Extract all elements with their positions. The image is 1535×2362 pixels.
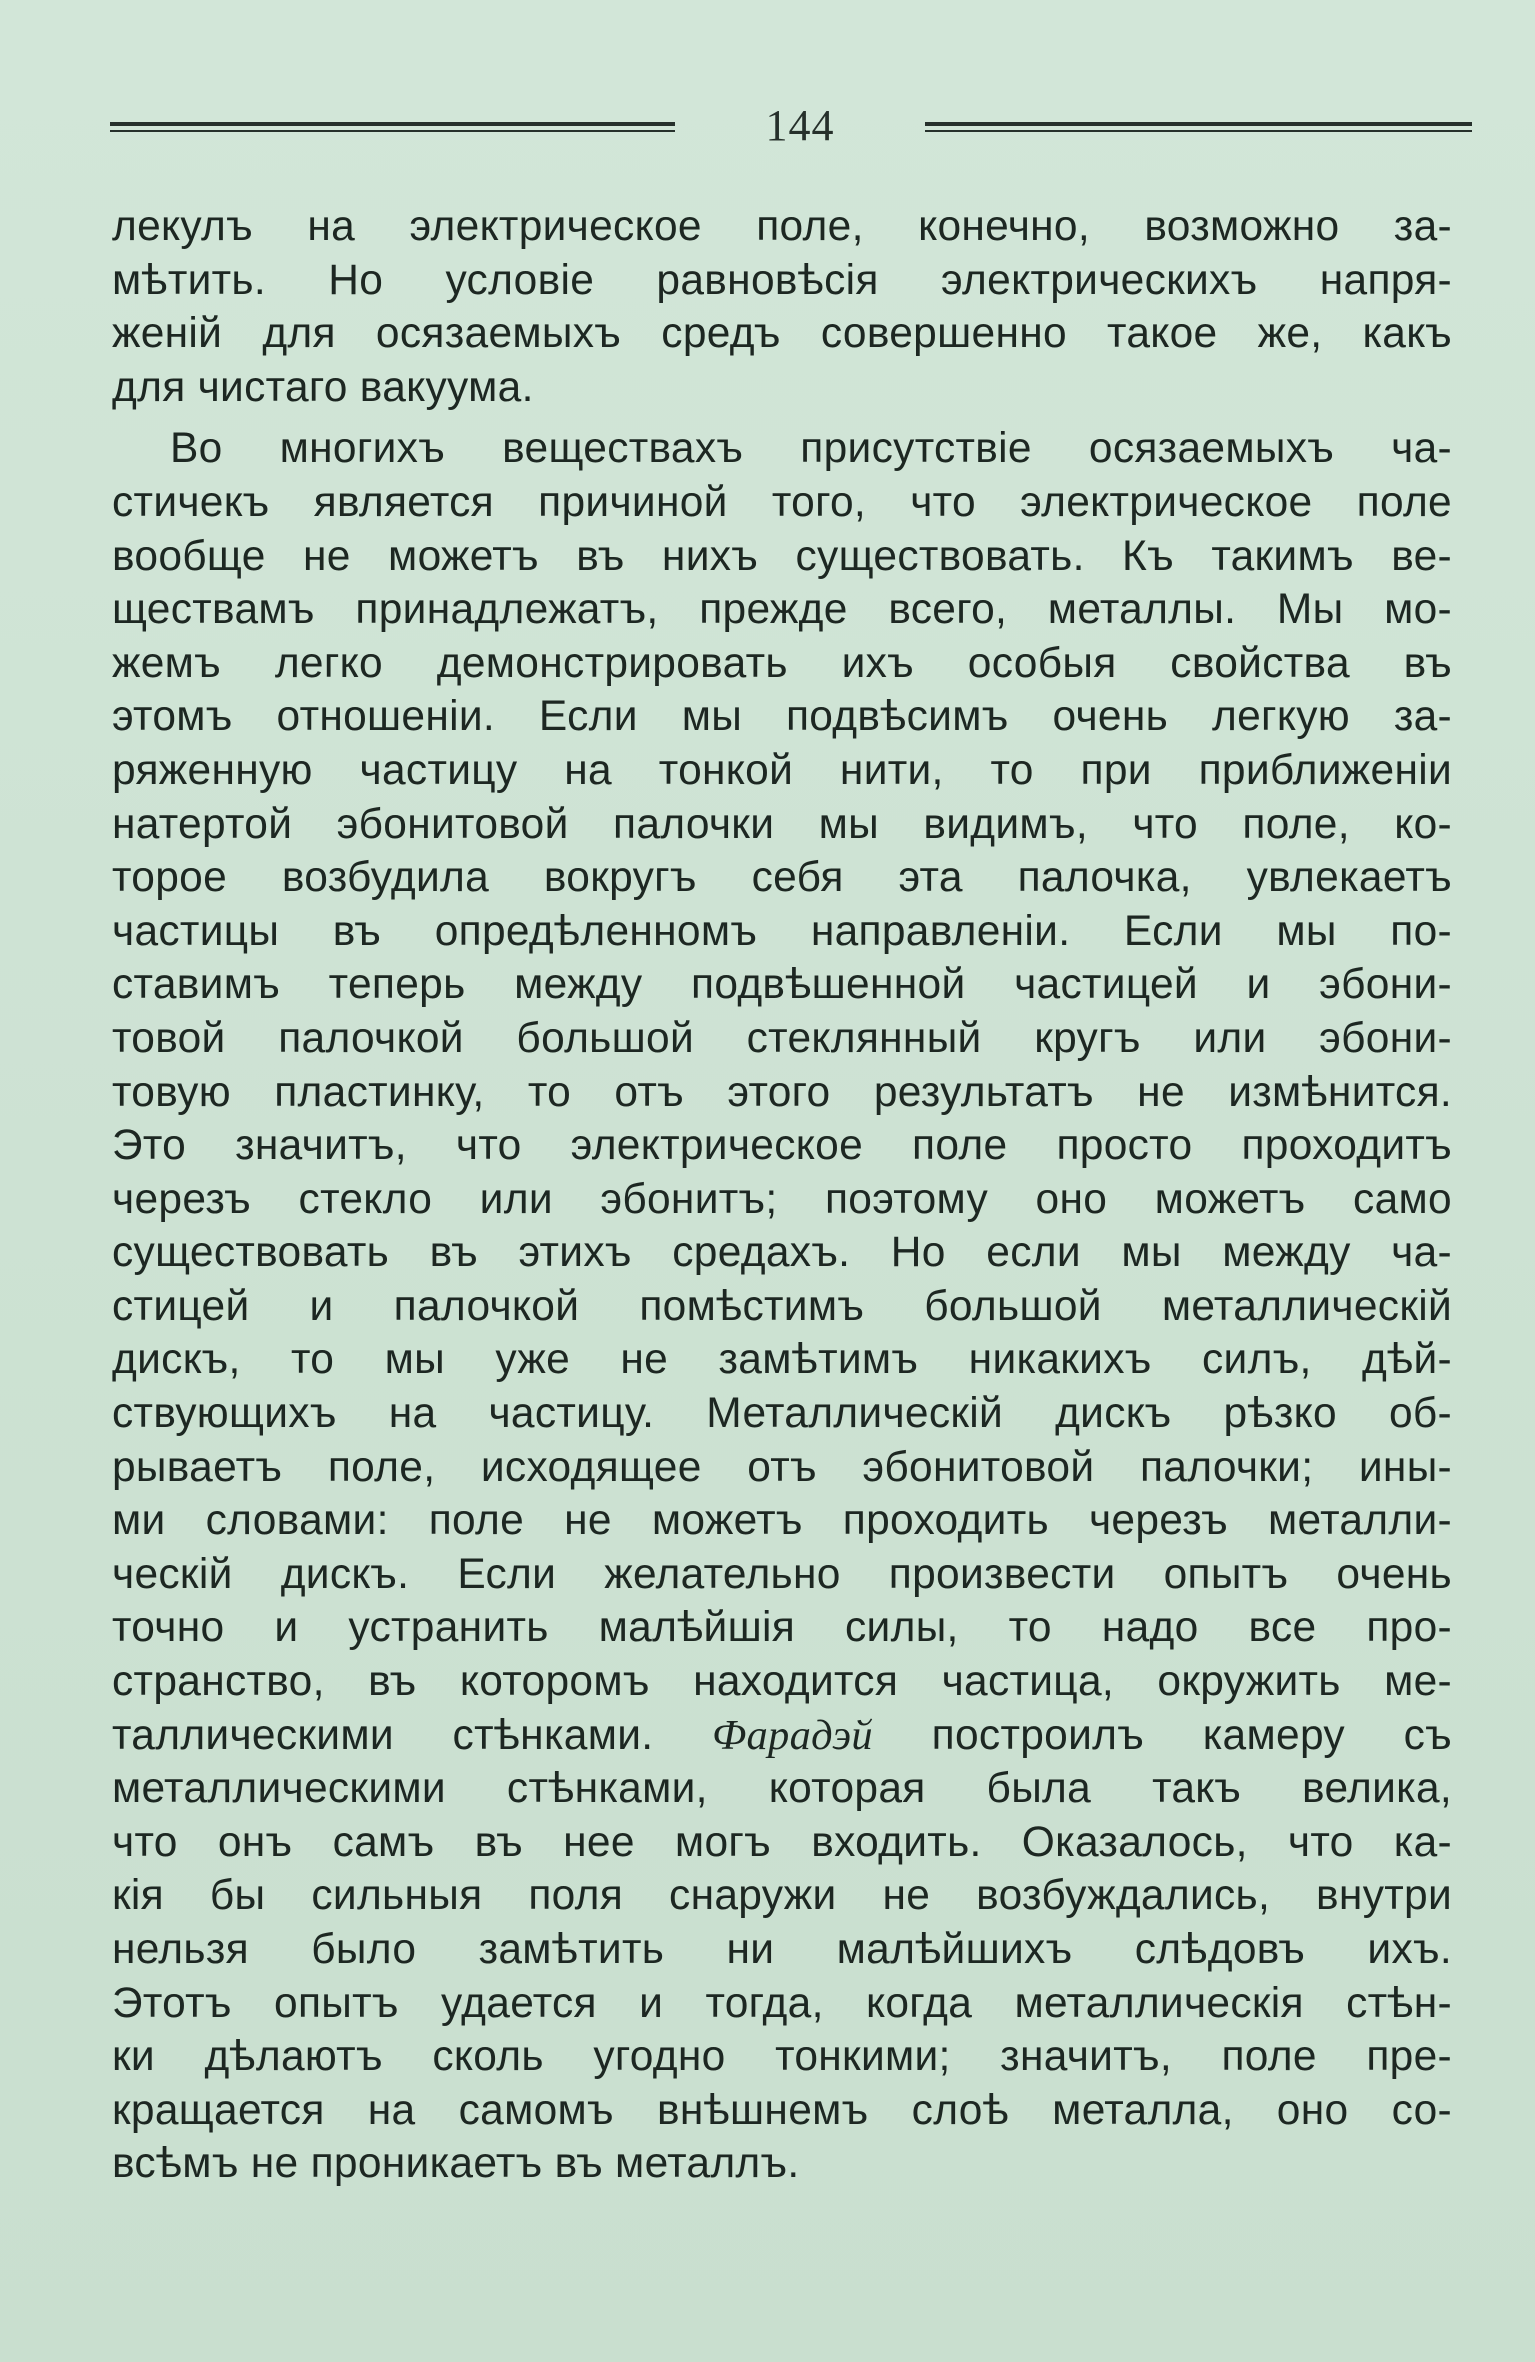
text-line: этомъ отношеніи. Если мы подвѣсимъ очень легкую за- [112,693,1452,741]
text-line: кращается на самомъ внѣшнемъ слоѣ металла, оно со- [112,2086,1452,2134]
text-fragment: построилъ камеру съ [931,1711,1452,1759]
text-line: нельзя было замѣтить ни малѣйшихъ слѣдовъ ихъ. [112,1926,1452,1973]
text-line: для чистаго вакуума. [112,363,534,411]
text-line: черезъ стекло или эбонитъ; поэтому оно можетъ само [112,1175,1452,1223]
text-line: ми словами: поле не можетъ проходить черезъ металли- [112,1497,1452,1545]
italic-name-faraday: Фарадэй [712,1711,873,1759]
text-line: натертой эбонитовой палочки мы видимъ, что поле, ко- [112,800,1452,848]
text-line: существовать въ этихъ средахъ. Но если мы между ча- [112,1229,1452,1277]
text-line: лекулъ на электрическое поле, конечно, возможно за- [112,203,1452,250]
text-line: ряженную частицу на тонкой нити, то при приближеніи [112,746,1452,794]
header-rule-left [110,122,675,133]
text-line: ществамъ принадлежатъ, прежде всего, металлы. Мы мо- [112,586,1452,634]
text-line: ческій дискъ. Если желательно произвести опытъ очень [112,1550,1452,1598]
text-line: женій для осязаемыхъ средъ совершенно такое же, какъ [112,310,1452,358]
text-line: странство, въ которомъ находится частица, окружить ме- [112,1658,1452,1706]
text-line: торое возбудила вокругъ себя эта палочка, увлекаетъ [112,854,1452,902]
text-line: дискъ, то мы уже не замѣтимъ никакихъ силъ, дѣй- [112,1336,1452,1384]
header-rule-right [925,122,1472,133]
text-line: мѣтить. Но условіе равновѣсія электрическихъ напря- [112,256,1452,304]
text-line: вообще не можетъ въ нихъ существовать. Къ такимъ ве- [112,532,1452,580]
text-line: точно и устранить малѣйшія силы, то надо все про- [112,1604,1452,1652]
text-line: ки дѣлаютъ сколь угодно тонкими; значитъ, поле пре- [112,2033,1452,2081]
text-line: что онъ самъ въ нее могъ входить. Оказалось, что ка- [112,1818,1452,1866]
text-line: Это значитъ, что электрическое поле просто проходитъ [112,1122,1452,1170]
text-line: жемъ легко демонстрировать ихъ особыя свойства въ [112,639,1452,687]
text-line: Этотъ опытъ удается и тогда, когда металлическія стѣн- [112,1979,1452,2027]
paragraph-1 [112,200,1452,414]
text-line: металлическими стѣнками, которая была такъ велика, [112,1765,1452,1813]
text-line: Во многихъ веществахъ присутствіе осязаемыхъ ча- [170,425,1452,473]
page-number: 144 [765,101,835,150]
text-line: всѣмъ не проникаетъ въ металлъ. [112,2140,800,2188]
text-line: товую пластинку, то отъ этого результатъ не измѣнится. [112,1068,1452,1116]
text-line: товой палочкой большой стеклянный кругъ или эбони- [112,1014,1452,1062]
text-line: рываетъ поле, исходящее отъ эбонитовой палочки; ины- [112,1443,1452,1491]
text-line: кія бы сильныя поля снаружи не возбуждались, внутри [112,1872,1452,1920]
text-line: стицей и палочкой помѣстимъ большой металлическій [112,1282,1452,1330]
paragraph-2 [112,422,1452,2191]
body-text [112,200,1452,2191]
text-line: ставимъ теперь между подвѣшенной частицей и эбони- [112,961,1452,1009]
text-line-with-name [112,1709,1452,1763]
text-line: частицы въ опредѣленномъ направленіи. Если мы по- [112,907,1452,955]
page-header [110,98,1472,158]
text-line: стичекъ является причиной того, что электрическое поле [112,478,1452,526]
text-line: ствующихъ на частицу. Металлическій дискъ рѣзко об- [112,1390,1452,1438]
text-fragment: таллическими стѣнками. [112,1711,654,1759]
